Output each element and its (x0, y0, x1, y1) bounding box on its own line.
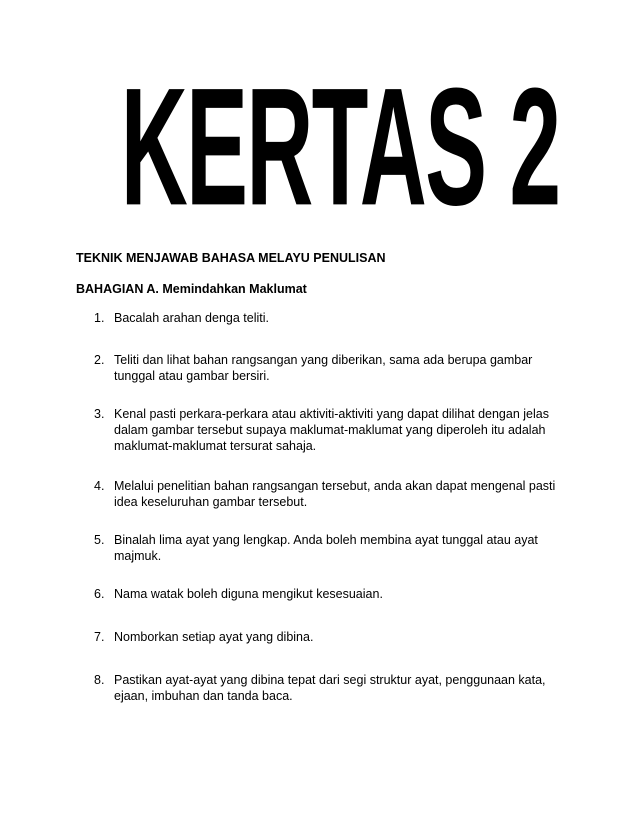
list-item-number: 4. (94, 479, 105, 493)
document-title (120, 52, 560, 240)
list-item-text: Pastikan ayat-ayat yang dibina tepat dari segi struktur ayat, penggunaan kata, ejaan, imbuhan dan tanda baca. (114, 673, 546, 703)
list-item-text: Teliti dan lihat bahan rangsangan yang diberikan, sama ada berupa gambar tunggal atau gambar bersiri. (114, 353, 533, 383)
list-item-text: Kenal pasti perkara-perkara atau aktiviti-aktiviti yang dapat dilihat dengan jelas dalam gambar tersebut supaya maklumat-maklumat yang diperoleh itu adalah maklumat-maklumat tersurat sahaja. (114, 407, 549, 453)
list-item-number: 2. (94, 353, 105, 367)
list-item-number: 6. (94, 587, 105, 601)
list-item-text: Bacalah arahan denga teliti. (114, 311, 269, 325)
list-item-text: Binalah lima ayat yang lengkap. Anda boleh membina ayat tunggal atau ayat majmuk. (114, 533, 538, 563)
document-title-text: KERTAS 2 (120, 52, 560, 240)
list-item-number: 7. (94, 630, 105, 644)
list-item-text: Nama watak boleh diguna mengikut kesesuaian. (114, 587, 383, 601)
list-item-text: Nomborkan setiap ayat yang dibina. (114, 630, 314, 644)
list-item-number: 3. (94, 407, 105, 421)
list-item-text: Melalui penelitian bahan rangsangan tersebut, anda akan dapat mengenal pasti idea keseluruhan gambar tersebut. (114, 479, 556, 509)
list-item-number: 1. (94, 311, 105, 325)
main-heading: TEKNIK MENJAWAB BAHASA MELAYU PENULISAN (76, 251, 386, 265)
section-heading: BAHAGIAN A. Memindahkan Maklumat (76, 282, 307, 296)
list-item-number: 5. (94, 533, 105, 547)
list-item-number: 8. (94, 673, 105, 687)
